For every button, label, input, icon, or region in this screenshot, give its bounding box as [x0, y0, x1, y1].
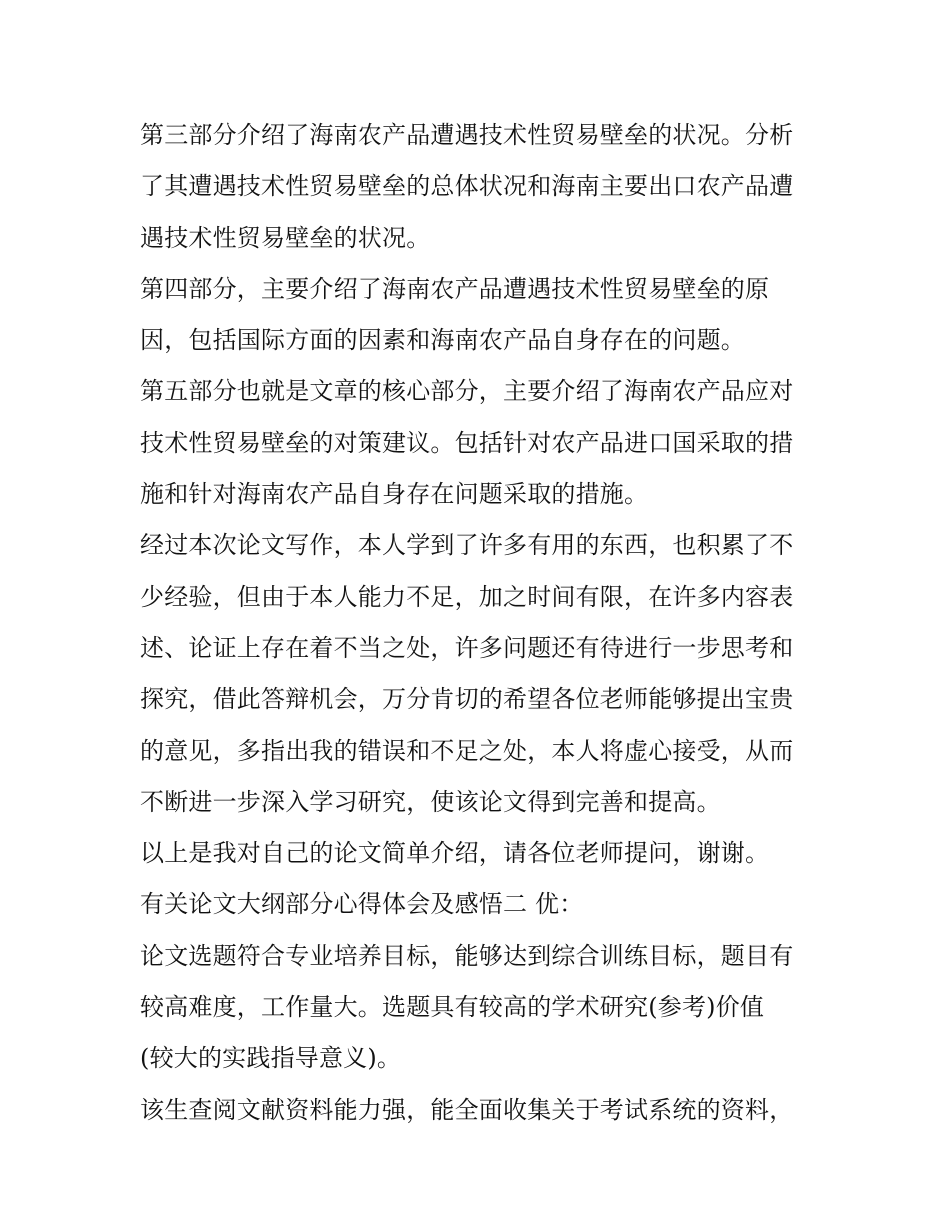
text-line-9: 经过本次论文写作，本人学到了许多有用的东西，也积累了不 — [140, 531, 794, 560]
text-line-3: 遇技术性贸易壁垒的状况。 — [140, 223, 431, 252]
text-line-18: 较高难度，工作量大。选题具有较高的学术研究(参考)价值 — [140, 993, 765, 1022]
text-line-5: 因，包括国际方面的因素和海南农产品自身存在的问题。 — [140, 326, 745, 355]
text-line-17: 论文选题符合专业培养目标，能够达到综合训练目标，题目有 — [140, 941, 794, 970]
text-line-14: 不断进一步深入学习研究，使该论文得到完善和提高。 — [140, 787, 721, 816]
text-line-10: 少经验，但由于本人能力不足，加之时间有限，在许多内容表 — [140, 582, 794, 611]
text-line-11: 述、论证上存在着不当之处，许多问题还有待进行一步思考和 — [140, 633, 794, 662]
text-line-16: 有关论文大纲部分心得体会及感悟二 优： — [140, 890, 584, 919]
text-line-7: 技术性贸易壁垒的对策建议。包括针对农产品进口国采取的措 — [140, 428, 794, 457]
document-body — [140, 110, 820, 1136]
text-line-8: 施和针对海南农产品自身存在问题采取的措施。 — [140, 480, 649, 509]
text-line-1: 第三部分介绍了海南农产品遭遇技术性贸易壁垒的状况。分析 — [140, 121, 794, 149]
text-line-13: 的意见，多指出我的错误和不足之处，本人将虚心接受，从而 — [140, 736, 794, 765]
text-line-4: 第四部分，主要介绍了海南农产品遭遇技术性贸易壁垒的原 — [140, 274, 770, 303]
text-line-2: 了其遭遇技术性贸易壁垒的总体状况和海南主要出口农产品遭 — [140, 172, 794, 201]
text-line-6: 第五部分也就是文章的核心部分，主要介绍了海南农产品应对 — [140, 377, 794, 406]
text-line-15: 以上是我对自己的论文简单介绍，请各位老师提问，谢谢。 — [140, 839, 770, 868]
text-line-12: 探究，借此答辩机会，万分肯切的希望各位老师能够提出宝贵 — [140, 685, 794, 714]
text-line-19: (较大的实践指导意义)。 — [140, 1044, 402, 1073]
text-line-20: 该生查阅文献资料能力强，能全面收集关于考试系统的资料， — [140, 1095, 794, 1124]
